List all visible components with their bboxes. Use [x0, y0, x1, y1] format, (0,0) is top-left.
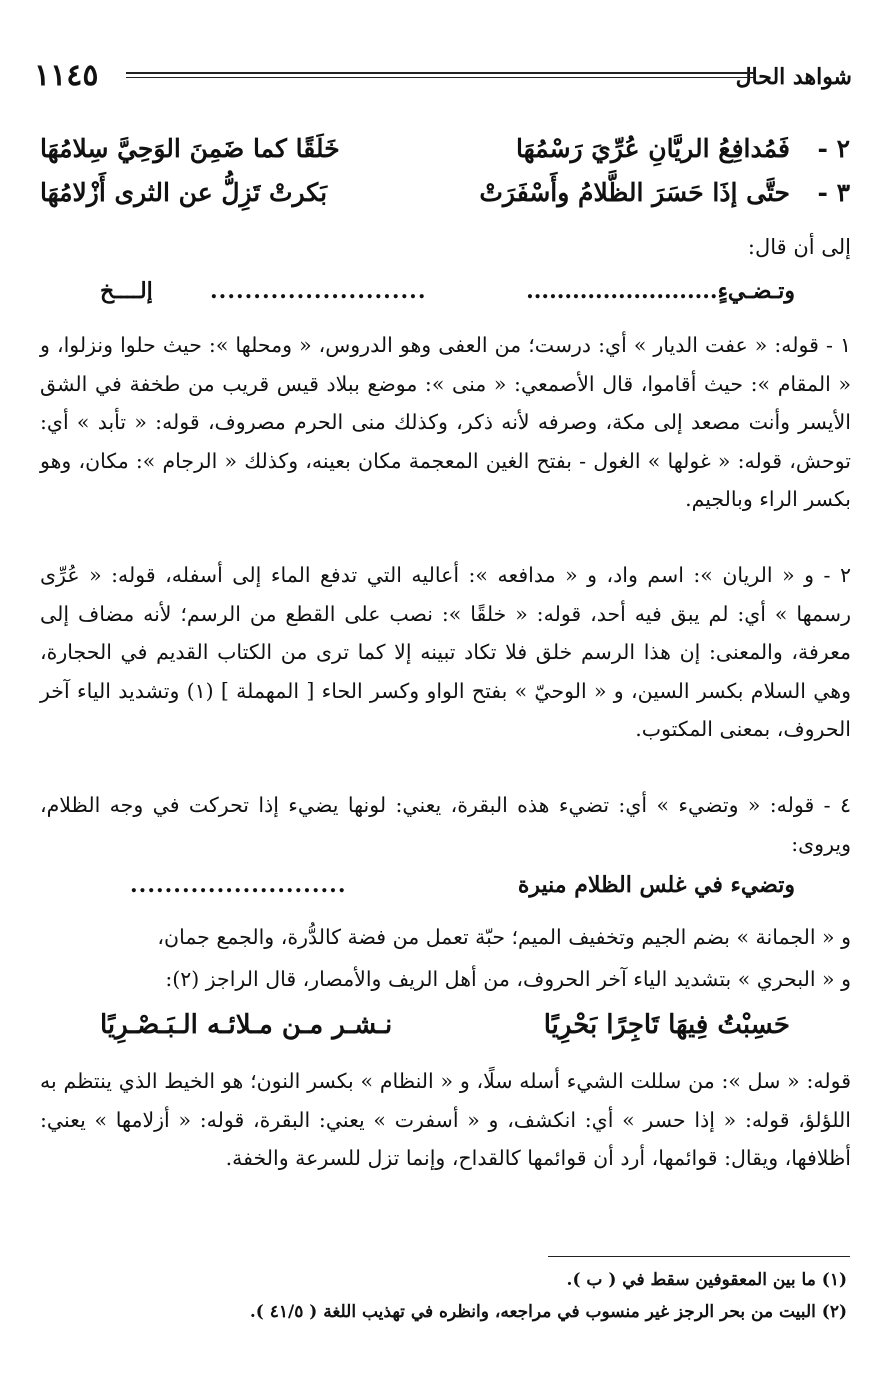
verse-2 — [40, 128, 850, 176]
verse-number: ٣ - — [817, 178, 850, 207]
rajaz-verse — [40, 1004, 850, 1052]
page-number: ١١٤٥ — [34, 58, 99, 93]
verse-first-hemistich: حتَّى إذَا حَسَرَ الظَّلامُ وأَسْفَرَتْ — [479, 178, 790, 207]
commentary-note-2 — [40, 556, 851, 749]
verse-3 — [40, 172, 850, 220]
final-commentary — [40, 1062, 851, 1178]
commentary-paragraph: قوله: « سل »: من سللت الشيء أسله سلًا، و « النظام » بكسر النون؛ هو الخيط الذي ينتظم به اللؤلؤ، قوله: « إذا حسر » أي: انكشف، و « أسفرت » يعني: البقرة، قوله: « أزلامها » يعني: أظلافها، ويقال: قوائمها، أرد أن قوائمها كالقداح، وإنما تزل للسرعة والخفة. — [40, 1069, 851, 1170]
footnote-rule — [548, 1256, 850, 1257]
rajaz-first-hemistich: حَسِبْتُ فِيهَا تَاجِرًا بَحْرِيًا — [543, 1010, 790, 1040]
transition-line: إلى أن قال: — [747, 235, 851, 259]
verse-number: ٢ - — [817, 134, 850, 163]
commentary-paragraph: ١ - قوله: « عفت الديار » أي: درست؛ من العفى وهو الدروس، « ومحلها »: حيث حلوا ونزلوا، و « المقام »: حيث أقاموا، قال الأصمعي: « منى »: موضع ببلاد قيس قريب من طخفة في الشق الأيسر وأنت مصعد إلى مكة، وصرفه لأنه ذكر، وكذلك منى الحرم مصروف، قوله: « تأبد » أي: توحش، قوله: « غولها » الغول - بفتح الغين المعجمة مكان بعينه، وكذلك « الرجام »: مكان، وهو بكسر الراء وبالجيم. — [40, 333, 851, 511]
variant-first-hemistich: وتضيء في غلس الظلام منيرة — [517, 872, 795, 898]
variant-verse — [40, 872, 795, 912]
commentary-note-1 — [40, 326, 851, 519]
header-rule-thin — [126, 77, 754, 78]
verse-second-hemistich: خَلَقًا كما ضَمِنَ الوَحِيَّ سِلامُهَا — [40, 134, 340, 163]
elided-dots: ......................... — [210, 278, 427, 304]
bahri-line: و « البحري » بتشديد الياء آخر الحروف، من أهل الريف والأمصار، قال الراجز (٢): — [165, 967, 851, 991]
rajaz-second-hemistich: نـشـر مـن مـلائـه الـبَـصْـرِيًا — [100, 1010, 393, 1040]
elided-verse — [40, 278, 795, 318]
footnote-2: (٢) البيت من بحر الرجز غير منسوب في مراجعه، وانظره في تهذيب اللغة ( ٤١/٥ ). — [249, 1302, 847, 1322]
verse-second-hemistich: بَكرتْ تَزِلُّ عن الثرى أَزْلامُهَا — [40, 178, 328, 207]
header-rule — [126, 72, 754, 74]
footnote-1: (١) ما بين المعقوفين سقط في ( ب ). — [566, 1270, 847, 1290]
commentary-note-4 — [40, 786, 851, 863]
running-title: شواهد الحال — [735, 64, 852, 90]
footnotes — [44, 1264, 847, 1328]
commentary-paragraph: ٢ - و « الريان »: اسم واد، و « مدافعه »: أعاليه التي تدفع الماء إلى أسفله، قوله: « عُرِّى رسمها » أي: لم يبق فيه أحد، قوله: « خلقًا »: نصب على القطع من الرسم؛ لأنه مضاف إلى معرفة، والمعنى: إن هذا الرسم خلق فلا تكاد تبينه إلا كما ترى من الكتاب القديم في الحجارة، وهي السلام بكسر السين، و « الوحيّ » بفتح الواو وكسر الحاء [ المهملة ] (١) وتشديد الياء آخر الحروف، بمعنى المكتوب. — [40, 563, 851, 741]
elided-first-hemistich: وتـضـيءٍ......................... — [526, 278, 795, 304]
variant-dots: ......................... — [130, 872, 347, 898]
etc-marker: إلــــخ — [100, 278, 153, 304]
commentary-paragraph: ٤ - قوله: « وتضيء » أي: تضيء هذه البقرة، يعني: لونها يضيء إذا تحركت في وجه الظلام، ويروى: — [40, 793, 851, 856]
jumana-line: و « الجمانة » بضم الجيم وتخفيف الميم؛ حبّة تعمل من فضة كالدُّرة، والجمع جمان، — [157, 925, 851, 949]
page-header — [34, 58, 852, 98]
verse-first-hemistich: فَمُدافِعُ الريَّانِ عُرِّيَ رَسْمُهَا — [515, 134, 790, 163]
